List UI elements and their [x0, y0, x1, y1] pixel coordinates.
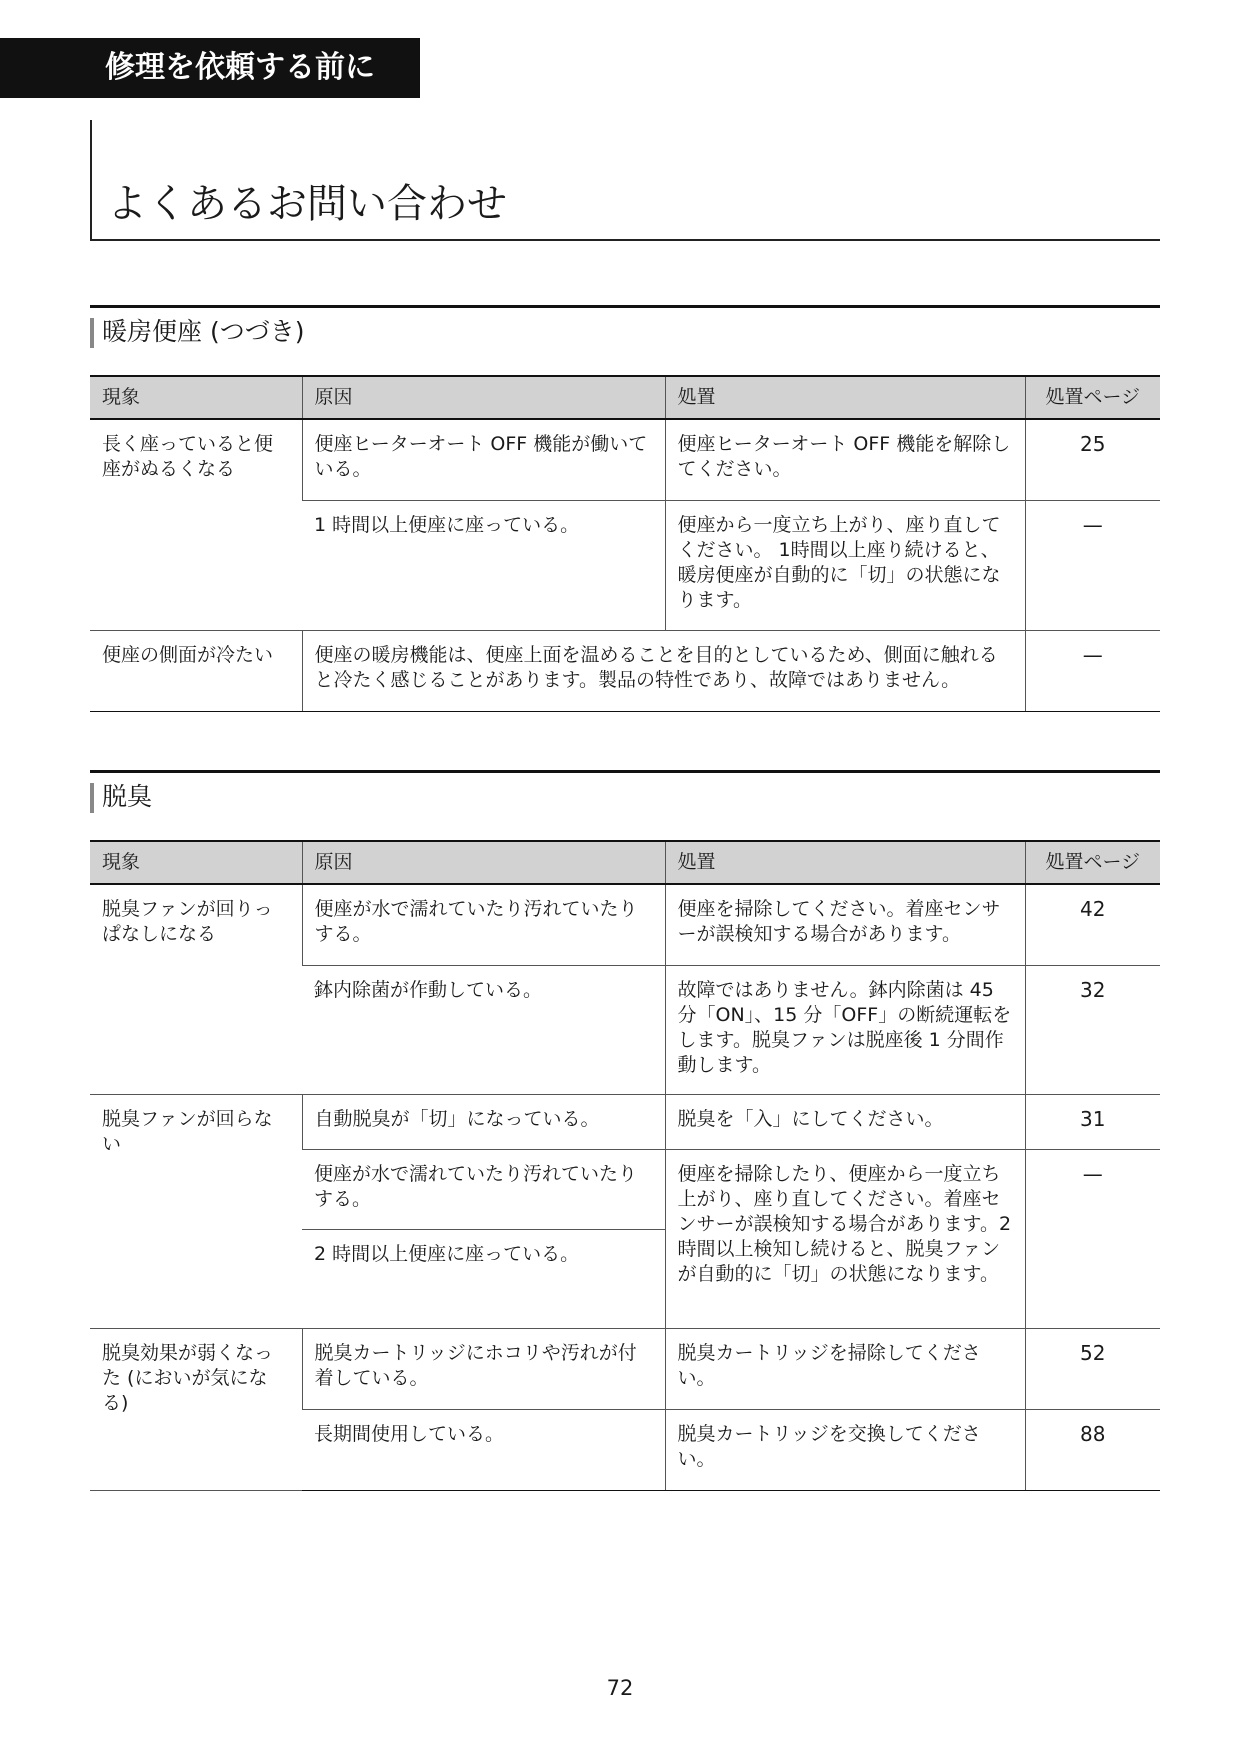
cell-cause: 自動脱臭が「切」になっている。: [302, 1094, 665, 1149]
cell-remedy: 脱臭カートリッジを掃除してください。: [665, 1328, 1025, 1409]
cell-phenomenon: 脱臭ファンが回りっぱなしになる: [90, 884, 302, 1094]
table-row: [90, 630, 1160, 711]
section-title: 暖房便座 (つづき): [102, 317, 305, 346]
section-heading-bar: [90, 783, 94, 813]
header-cause: 原因: [302, 376, 665, 419]
cell-cause: 鉢内除菌が作動している。: [302, 965, 665, 1094]
header-remedy: 処置: [665, 376, 1025, 419]
page-title: よくあるお問い合わせ: [107, 181, 507, 227]
header-cause: 原因: [302, 841, 665, 884]
cell-page-ref: —: [1025, 1149, 1160, 1328]
header-remedy: 処置: [665, 841, 1025, 884]
chapter-tab: 修理を依頼する前に: [0, 38, 420, 98]
cell-remedy: 脱臭カートリッジを交換してください。: [665, 1409, 1025, 1490]
cell-cause: 2 時間以上便座に座っている。: [302, 1229, 665, 1328]
section-heading: [90, 305, 1160, 360]
cell-page-ref: 52: [1025, 1328, 1160, 1409]
cell-page-ref: 31: [1025, 1094, 1160, 1149]
cell-page-ref: 32: [1025, 965, 1160, 1094]
section-heading-bar: [90, 318, 94, 348]
page-number: 72: [606, 1676, 634, 1700]
cell-cause: 便座が水で濡れていたり汚れていたりする。: [302, 884, 665, 965]
cell-page-ref: —: [1025, 500, 1160, 630]
section-heated-seat: [90, 305, 1160, 712]
header-page: 処置ページ: [1025, 376, 1160, 419]
cell-remedy: 便座から一度立ち上がり、座り直してください。 1時間以上座り続けると、暖房便座が自動的に「切」の状態になります。: [665, 500, 1025, 630]
cell-page-ref: —: [1025, 630, 1160, 711]
header-phenomenon: 現象: [90, 841, 302, 884]
cell-cause: 1 時間以上便座に座っている。: [302, 500, 665, 630]
cell-page-ref: 88: [1025, 1409, 1160, 1490]
cell-cause: 脱臭カートリッジにホコリや汚れが付着している。: [302, 1328, 665, 1409]
table-row: [90, 419, 1160, 500]
table-header-row: [90, 841, 1160, 884]
table-row: [90, 1094, 1160, 1149]
section-heading: [90, 770, 1160, 825]
faq-table-heated-seat: [90, 375, 1160, 712]
title-rule-left: [90, 120, 92, 240]
cell-cause-remedy: 便座の暖房機能は、便座上面を温めることを目的としているため、側面に触れると冷たく感じることがあります。製品の特性であり、故障ではありません。: [302, 630, 1025, 711]
cell-remedy: 故障ではありません。鉢内除菌は 45 分「ON」、15 分「OFF」の断続運転をします。脱臭ファンは脱座後 1 分間作動します。: [665, 965, 1025, 1094]
header-page: 処置ページ: [1025, 841, 1160, 884]
section-title: 脱臭: [102, 782, 153, 811]
cell-page-ref: 42: [1025, 884, 1160, 965]
cell-phenomenon: 脱臭ファンが回らない: [90, 1094, 302, 1328]
cell-page-ref: 25: [1025, 419, 1160, 500]
cell-phenomenon: 便座の側面が冷たい: [90, 630, 302, 711]
cell-phenomenon: 長く座っていると便座がぬるくなる: [90, 419, 302, 630]
cell-cause: 便座が水で濡れていたり汚れていたりする。: [302, 1149, 665, 1229]
cell-remedy: 脱臭を「入」にしてください。: [665, 1094, 1025, 1149]
table-row: [90, 1328, 1160, 1409]
cell-remedy: 便座を掃除してください。着座センサーが誤検知する場合があります。: [665, 884, 1025, 965]
header-phenomenon: 現象: [90, 376, 302, 419]
table-header-row: [90, 376, 1160, 419]
section-deodorizer: [90, 770, 1160, 1491]
cell-cause: 便座ヒーターオート OFF 機能が働いている。: [302, 419, 665, 500]
faq-table-deodorizer: [90, 840, 1160, 1491]
cell-cause: 長期間使用している。: [302, 1409, 665, 1490]
cell-phenomenon: 脱臭効果が弱くなった (においが気になる): [90, 1328, 302, 1490]
table-row: [90, 884, 1160, 965]
cell-remedy: 便座ヒーターオート OFF 機能を解除してください。: [665, 419, 1025, 500]
title-rule-bottom: [90, 239, 1160, 241]
cell-remedy: 便座を掃除したり、便座から一度立ち上がり、座り直してください。着座センサーが誤検知する場合があります。2 時間以上検知し続けると、脱臭ファンが自動的に「切」の状態になります。: [665, 1149, 1025, 1328]
